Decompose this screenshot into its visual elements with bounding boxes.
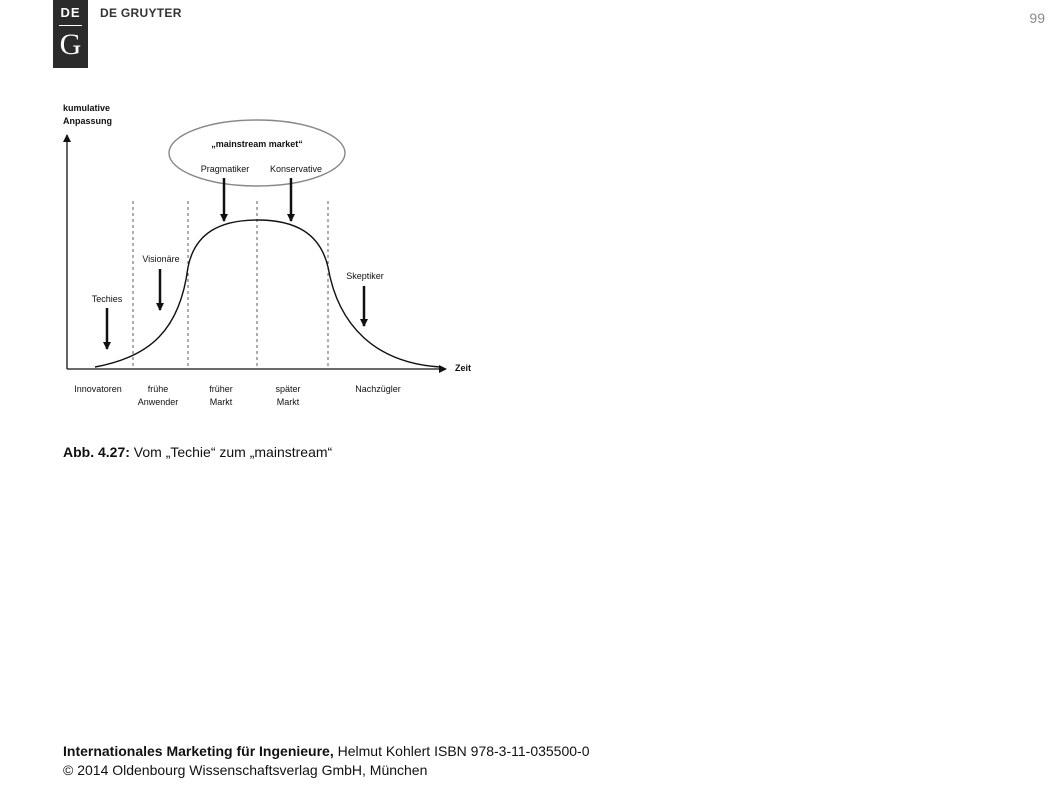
- logo-de-text: DE: [60, 5, 81, 20]
- figure-caption: [63, 444, 332, 460]
- phase-label-spaeter-markt: später: [275, 384, 301, 394]
- y-axis-label-line1: kumulative: [63, 103, 111, 113]
- book-meta: Helmut Kohlert ISBN 978-3-11-035500-0: [333, 743, 590, 759]
- y-axis-label-line2: Anpassung: [63, 116, 113, 126]
- pragmatiker-label: Pragmatiker: [200, 164, 250, 174]
- adoption-curve-figure: [55, 95, 485, 415]
- citation-footer: [63, 742, 590, 780]
- copyright-line: © 2014 Oldenbourg Wissenschaftsverlag GmbH, München: [63, 762, 428, 778]
- book-title: Internationales Marketing für Ingenieure,: [63, 743, 334, 759]
- phase-label-fruehe-anwender-line2: Anwender: [137, 397, 179, 407]
- citation-line-1: [63, 742, 590, 761]
- caption-text: Vom „Techie“ zum „mainstream“: [129, 444, 333, 460]
- techies-label: Techies: [91, 294, 123, 304]
- adoption-curve: [95, 220, 440, 367]
- visionaere-label: Visionäre: [142, 254, 180, 264]
- caption-number: Abb. 4.27:: [63, 444, 130, 460]
- phase-label-frueher-markt-line2: Markt: [209, 397, 233, 407]
- phase-label-nachzuegler: Nachzügler: [355, 384, 401, 394]
- mainstream-market-bubble: [169, 120, 345, 186]
- page-number: 99: [1029, 10, 1045, 26]
- x-axis-label: Zeit: [455, 363, 472, 373]
- logo-g-letter: G: [59, 28, 82, 61]
- phase-label-frueher-markt: früher: [209, 384, 233, 394]
- mainstream-market-title: „mainstream market“: [211, 139, 303, 149]
- phase-label-innovatoren: Innovatoren: [74, 384, 122, 394]
- publisher-name: DE GRUYTER: [100, 6, 182, 20]
- logo-divider: [59, 25, 82, 26]
- publisher-logo: [53, 0, 88, 68]
- konservative-label: Konservative: [269, 164, 323, 174]
- phase-label-fruehe-anwender: frühe: [147, 384, 169, 394]
- skeptiker-label: Skeptiker: [346, 271, 384, 281]
- phase-label-spaeter-markt-line2: Markt: [276, 397, 300, 407]
